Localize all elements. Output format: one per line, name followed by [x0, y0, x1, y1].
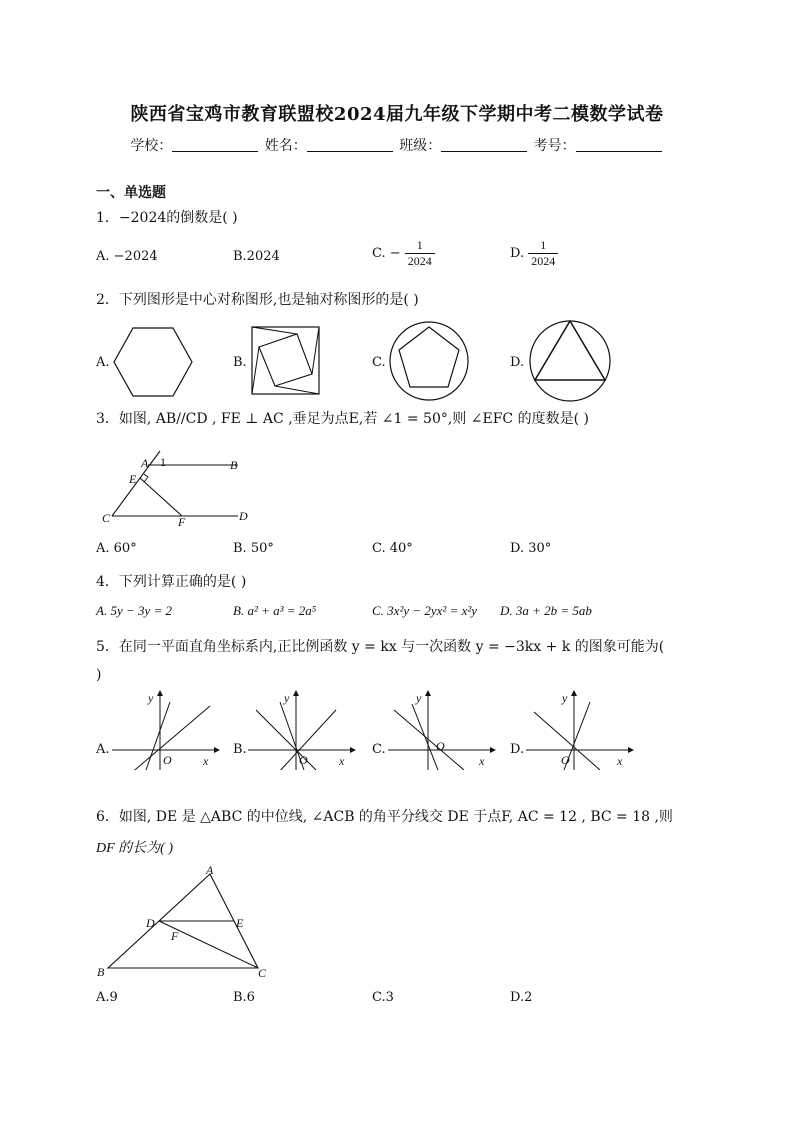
class-label: 班级： [399, 138, 442, 154]
exam-no-label: 考号： [533, 138, 576, 154]
question-6-stem: 6．如图, DE 是 △ABC 的中位线, ∠ACB 的角平分线交 DE 于点F, AC = 12 , BC = 18 ,则 [96, 809, 673, 825]
q2-option-b-label: B. [233, 355, 247, 370]
class-blank [441, 137, 527, 152]
q1-option-c [372, 238, 435, 269]
triangle-in-circle-figure [526, 318, 616, 404]
q6-option-a: A.9 [96, 990, 118, 1005]
q2-option-c-label: C. [372, 355, 386, 370]
label-f: F [178, 515, 186, 529]
q3-option-b: B. 50° [233, 541, 274, 556]
q2-option-d-label: D. [510, 355, 525, 370]
question-5-stem-end: ) [96, 667, 102, 683]
fraction-denominator: 2024 [407, 254, 432, 268]
label-a: A [141, 456, 149, 470]
q5-graph-b [246, 690, 356, 770]
axis-x-label: x [339, 754, 345, 768]
page-title: 陕西省宝鸡市教育联盟校2024届九年级下学期中考二模数学试卷 [130, 104, 664, 125]
question-1-stem: 1．−2024的倒数是( ) [96, 210, 238, 226]
fraction-numerator: 1 [528, 238, 558, 254]
q4-option-a: A. 5y − 3y = 2 [96, 603, 173, 618]
exam-no-blank [576, 137, 662, 152]
q5-graph-c [386, 690, 496, 770]
label-c: C [258, 966, 267, 980]
q4-option-b: B. a² + a³ = 2a⁵ [233, 603, 317, 618]
pentagon-in-circle-figure [386, 318, 472, 404]
fraction-numerator: 1 [405, 238, 435, 254]
hexagon-figure [108, 322, 198, 402]
q1-option-a: A. −2024 [96, 249, 158, 264]
label-b: B [97, 965, 105, 979]
question-6-stem-line2: DF 的长为( ) [96, 841, 173, 856]
q3-option-d: D. 30° [510, 541, 552, 556]
q1-option-d [510, 238, 558, 269]
school-blank [172, 137, 258, 152]
label-e: E [236, 916, 244, 930]
origin-label: O [436, 739, 445, 753]
axis-y-label: y [562, 691, 568, 705]
origin-label: O [299, 753, 308, 767]
axis-x-label: x [479, 754, 485, 768]
q5-graph-d [524, 690, 634, 770]
label-f: F [171, 929, 179, 943]
q5-option-b-label: B. [233, 742, 247, 757]
q1-option-d-fraction [528, 238, 558, 269]
question-5-stem: 5．在同一平面直角坐标系内,正比例函数 y = kx 与一次函数 y = −3kx + k 的图象可能为( [96, 639, 665, 655]
label-b: B [230, 458, 238, 472]
square-pinwheel-figure [247, 322, 327, 402]
q1-option-c-fraction [405, 238, 435, 269]
axis-x-label: x [617, 754, 623, 768]
label-e: E [129, 472, 137, 486]
question-4-stem: 4．下列计算正确的是( ) [96, 574, 247, 590]
q3-option-a: A. 60° [96, 541, 137, 556]
axis-y-label: y [416, 691, 422, 705]
origin-label: O [561, 753, 570, 767]
label-d: D [146, 916, 155, 930]
axis-y-label: y [148, 691, 154, 705]
q5-graph-a [110, 690, 220, 770]
q1-option-b: B.2024 [233, 249, 280, 264]
q2-option-a-label: A. [96, 355, 110, 370]
q6-option-d: D.2 [510, 990, 533, 1005]
axis-y-label: y [284, 691, 290, 705]
q5-option-c-label: C. [372, 742, 386, 757]
section-heading: 一、单选题 [96, 185, 166, 201]
q6-option-b: B.6 [233, 990, 255, 1005]
q3-option-c: C. 40° [372, 541, 413, 556]
parallel-lines-figure [98, 446, 258, 531]
name-blank [307, 137, 393, 152]
q1-option-c-prefix: C. − [372, 246, 401, 261]
q5-option-d-label: D. [510, 742, 525, 757]
fraction-denominator: 2024 [531, 254, 556, 268]
label-d: D [239, 509, 248, 523]
q4-option-d: D. 3a + 2b = 5ab [500, 603, 592, 618]
axis-x-label: x [203, 754, 209, 768]
origin-label: O [163, 753, 172, 767]
label-c: C [102, 511, 111, 525]
question-3-stem: 3．如图, AB//CD , FE ⊥ AC ,垂足为点E,若 ∠1 = 50°,则 ∠EFC 的度数是( ) [96, 411, 589, 427]
q4-option-c: C. 3x²y − 2yx² = x²y [372, 603, 478, 618]
question-2-stem: 2．下列图形是中心对称图形,也是轴对称图形的是( ) [96, 292, 419, 308]
q1-option-d-prefix: D. [510, 246, 525, 261]
student-info-row [0, 135, 794, 155]
q5-option-a-label: A. [96, 742, 110, 757]
school-label: 学校： [130, 138, 173, 154]
label-a: A [206, 863, 214, 877]
q6-option-c: C.3 [372, 990, 394, 1005]
triangle-midline-figure [94, 862, 284, 984]
name-label: 姓名： [264, 138, 307, 154]
label-angle-1: 1 [160, 455, 166, 469]
